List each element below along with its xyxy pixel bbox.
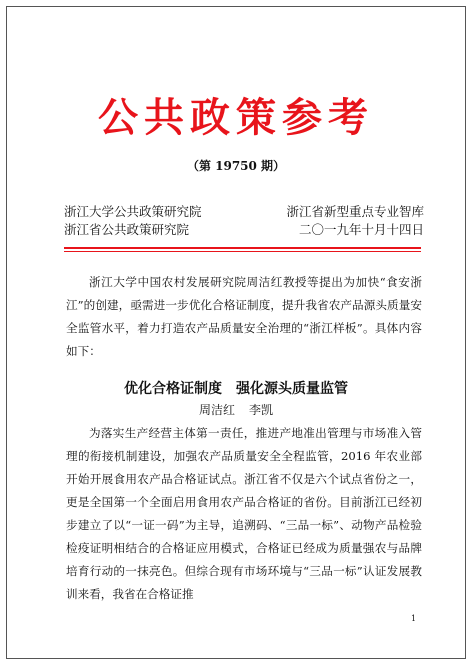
article-authors <box>0 402 472 418</box>
article-title-part1: 优化合格证制度 <box>124 381 222 397</box>
org-left-1: 浙江大学公共政策研究院 <box>64 204 202 219</box>
org-row-1 <box>64 203 424 221</box>
header-rule-thin <box>64 251 421 252</box>
org-row-2 <box>64 221 424 239</box>
organization-block <box>64 203 424 239</box>
header-rule-thick <box>64 247 421 249</box>
author-1: 周洁红 <box>198 403 235 417</box>
org-left-2: 浙江省公共政策研究院 <box>64 222 190 237</box>
masthead-title: 公共政策参考 <box>98 94 374 141</box>
org-right-1: 浙江省新型重点专业智库 <box>286 204 424 219</box>
article-title-part2: 强化源头质量监管 <box>236 381 348 397</box>
page-number: 1 <box>411 614 417 623</box>
issue-number: （第 19750 期） <box>186 159 286 173</box>
main-paragraph: 为落实生产经营主体第一责任，推进产地准出管理与市场准入管理的衔接机制建设，加强农产品质量安全全程监管，2016 年农业部开始开展食用农产品合格证试点。浙江省不仅是六个试点省份之一，更是全国第一个全面启用食用农产品合格证的省份。目前浙江已经初步建立了以“一证一码”为主导，追溯码、“三品一标”、动物产品检验检疫证明相结合的合格证应用模式，合格证已经成为质量强农与品牌培育行动的一抹亮色。但综合现有市场环境与“三品一标”认证发展教训来看，我省在合格证推 <box>66 426 422 601</box>
issue-date: 二〇一九年十月十四日 <box>298 222 424 237</box>
intro-paragraph: 浙江大学中国农村发展研究院周洁红教授等提出为加快“食安浙江”的创建，亟需进一步优化合格证制度，提升我省农产品源头质量安全监管水平，着力打造农产品质量安全治理的“浙江样板”。具体内容如下： <box>66 275 422 358</box>
author-2: 李凯 <box>249 403 274 417</box>
article-title <box>0 380 472 398</box>
